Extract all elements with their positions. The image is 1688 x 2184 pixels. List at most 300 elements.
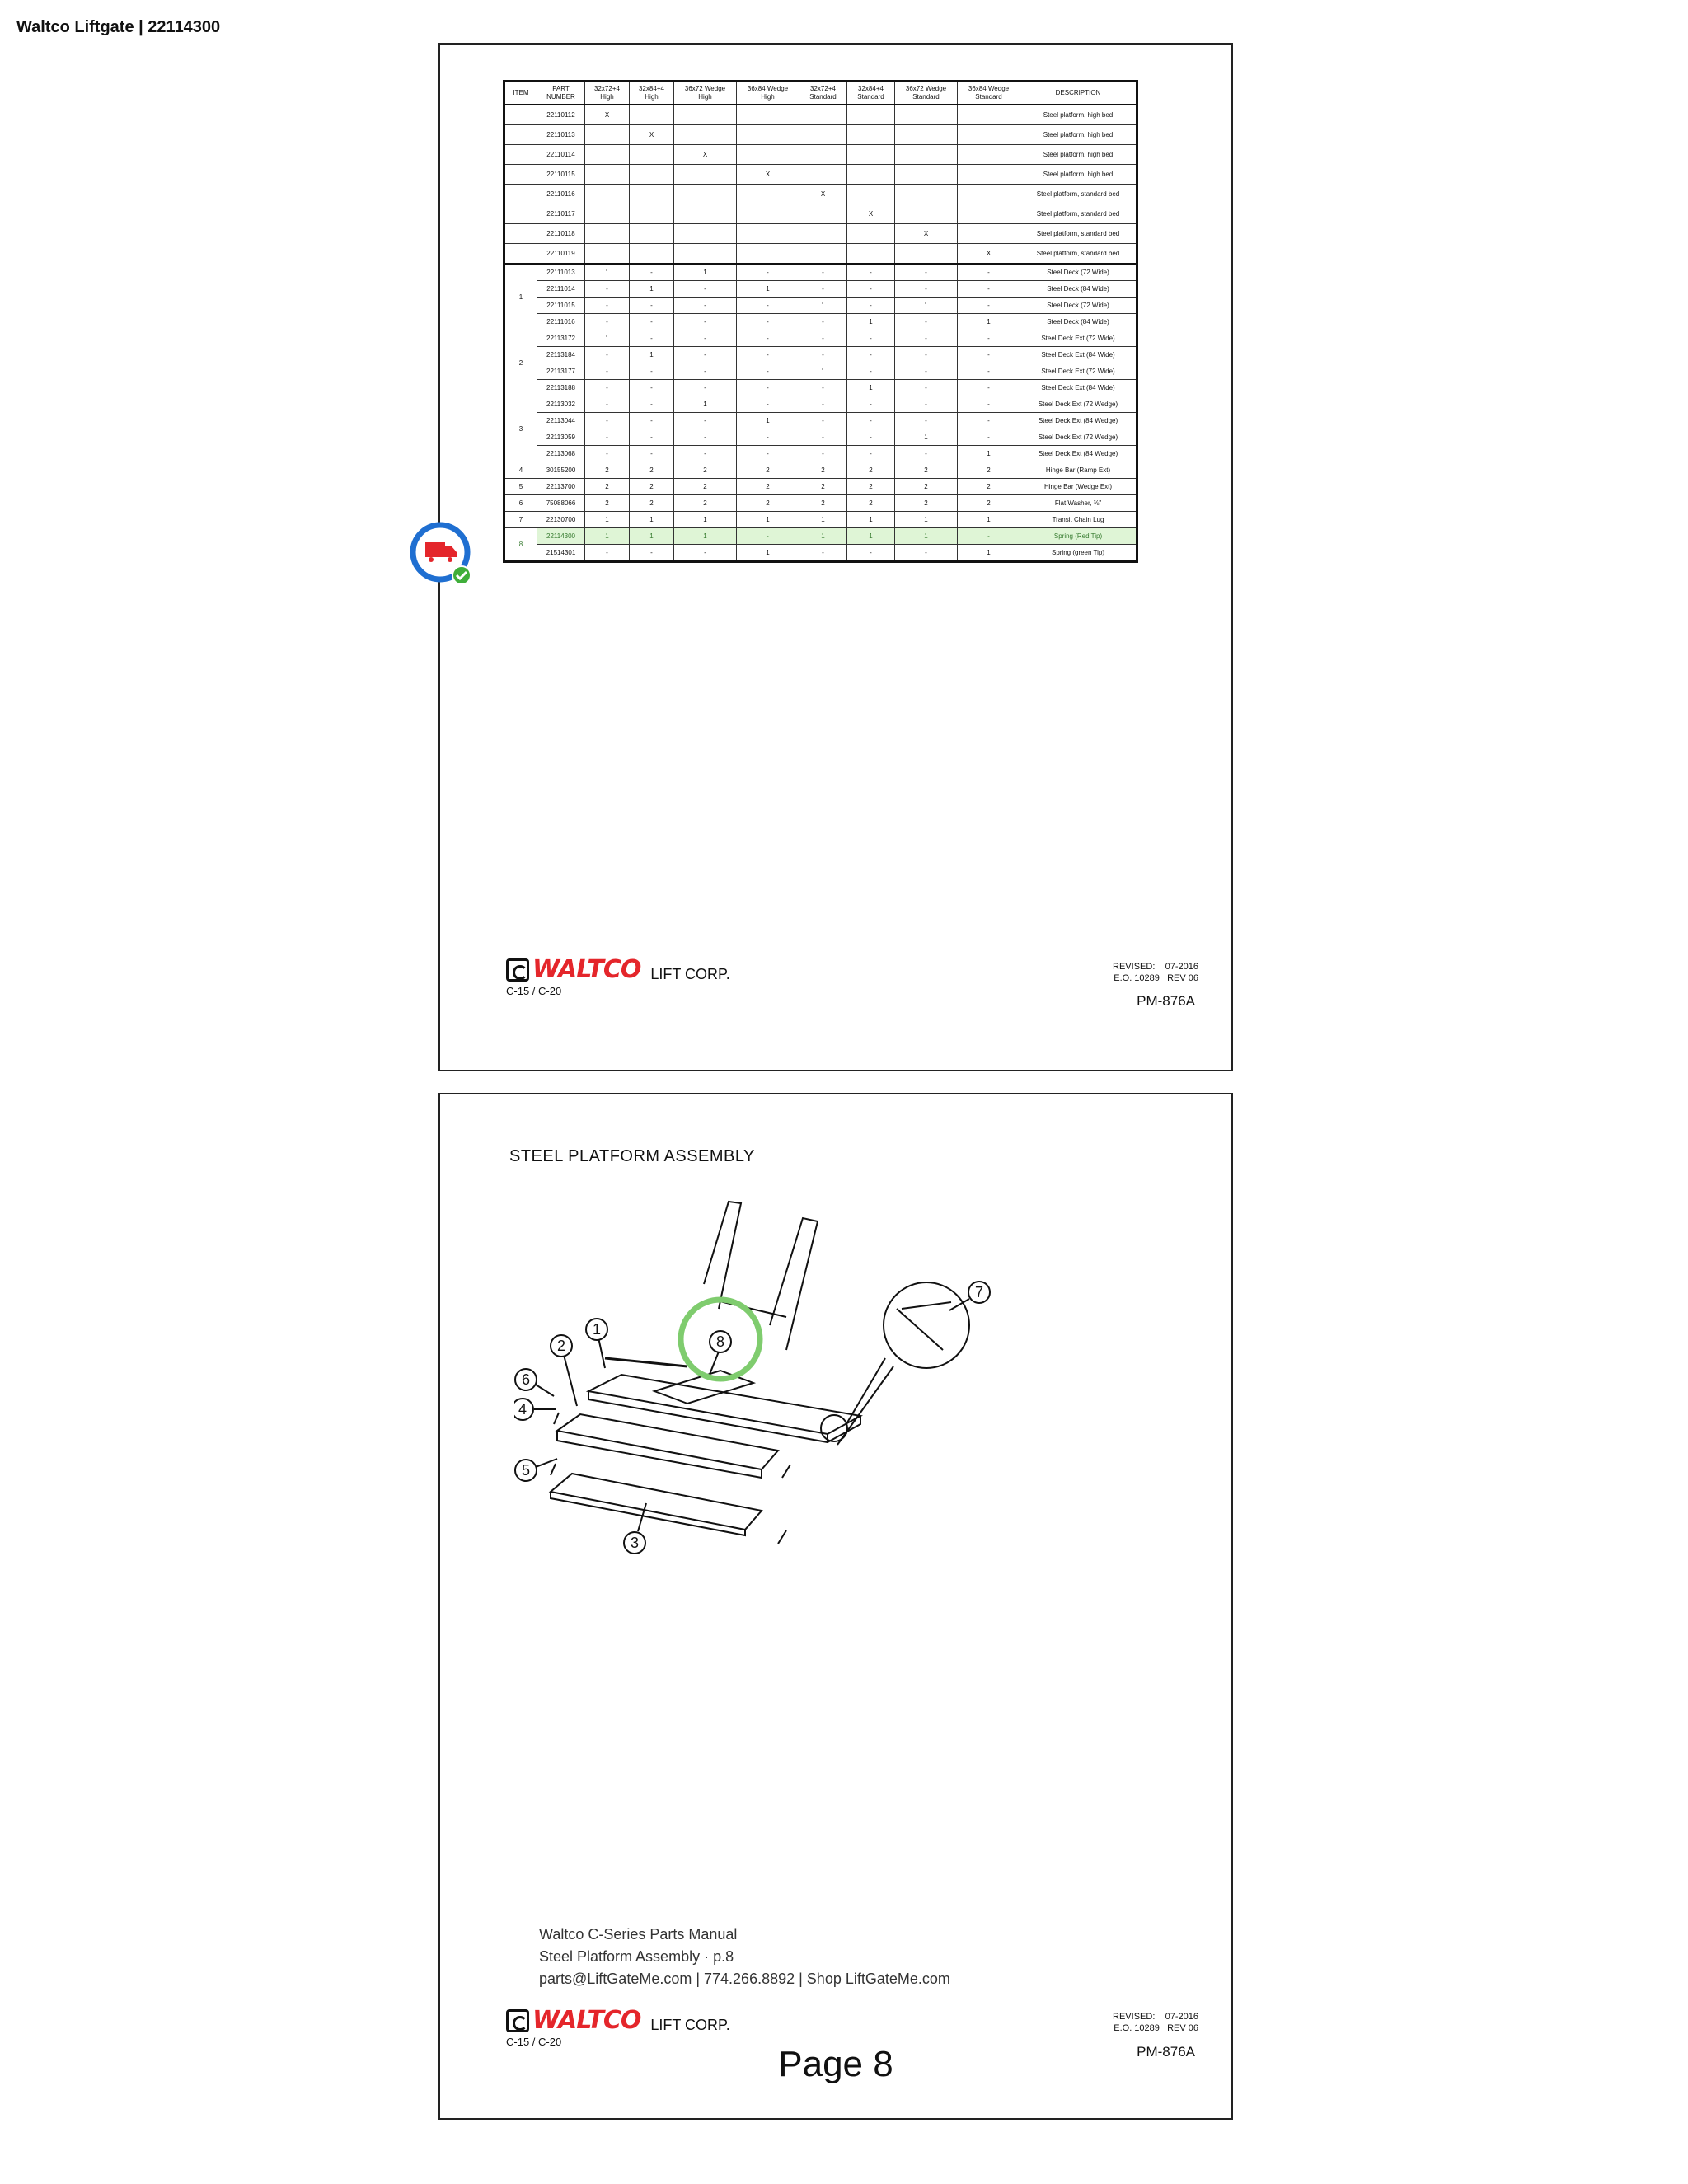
qty-cell: - [737,264,799,281]
svg-text:7: 7 [974,1284,984,1301]
qty-cell: - [674,281,737,298]
qty-cell: - [958,281,1020,298]
rev-number: REV 06 [1167,2023,1198,2033]
info-contact[interactable]: parts@LiftGateMe.com | 774.266.8892 | Shop LiftGateMe.com [539,1971,950,1987]
qty-cell: 1 [895,528,958,545]
qty-cell: - [630,363,674,380]
table-row [504,105,1137,125]
qty-cell: - [847,429,895,446]
qty-cell [895,165,958,185]
item-cell: 8 [504,528,537,562]
qty-cell: - [630,298,674,314]
part-number-cell: 22110119 [537,244,585,265]
qty-cell: 2 [737,479,799,495]
qty-cell: 1 [799,528,847,545]
pm-number: PM-876A [1137,993,1195,1009]
manual-info [539,1924,950,1990]
qty-cell: 2 [958,495,1020,512]
qty-cell: - [585,363,630,380]
column-header: 32x72+4 Standard [799,82,847,105]
qty-cell: - [585,281,630,298]
qty-cell: X [958,244,1020,265]
table-row [504,224,1137,244]
qty-cell: 2 [674,495,737,512]
delivery-truck-badge-icon[interactable] [409,521,475,587]
page-number: Page 8 [778,2044,893,2084]
brand-name: WALTCO [532,2006,641,2035]
table-row [504,512,1137,528]
callout-7[interactable] [968,1282,990,1303]
qty-cell [847,125,895,145]
qty-cell: - [630,446,674,462]
qty-cell: - [674,429,737,446]
qty-cell: 2 [674,462,737,479]
item-cell: 1 [504,264,537,330]
table-row [504,264,1137,281]
waltco-mark-icon [506,958,529,982]
qty-cell: 2 [585,495,630,512]
svg-text:8: 8 [715,1333,725,1350]
table-row [504,125,1137,145]
description-cell: Steel Deck Ext (72 Wide) [1020,363,1137,380]
item-cell [504,105,537,125]
callout-2[interactable] [551,1335,572,1357]
svg-text:2: 2 [556,1338,566,1354]
callout-1[interactable] [586,1319,607,1340]
qty-cell: 1 [958,314,1020,330]
part-number-cell: 22113044 [537,413,585,429]
part-number-cell: 22110118 [537,224,585,244]
qty-cell: 1 [799,512,847,528]
description-cell: Spring (Red Tip) [1020,528,1137,545]
qty-cell: - [799,413,847,429]
qty-cell [674,224,737,244]
part-number-cell: 30155200 [537,462,585,479]
item-cell [504,185,537,204]
description-cell: Hinge Bar (Wedge Ext) [1020,479,1137,495]
qty-cell: X [585,105,630,125]
svg-text:3: 3 [630,1535,640,1551]
qty-cell: - [737,330,799,347]
qty-cell [799,125,847,145]
table-row [504,413,1137,429]
description-cell: Transit Chain Lug [1020,512,1137,528]
qty-cell [895,185,958,204]
item-cell: 5 [504,479,537,495]
qty-cell: 2 [630,479,674,495]
item-cell [504,145,537,165]
qty-cell: 1 [630,528,674,545]
description-cell: Steel Deck Ext (84 Wedge) [1020,446,1137,462]
callout-4[interactable] [514,1399,533,1420]
column-header: 36x84 Wedge High [737,82,799,105]
qty-cell: - [847,446,895,462]
table-row [504,479,1137,495]
part-number-cell: 22113184 [537,347,585,363]
callout-6[interactable] [515,1369,537,1390]
callout-8[interactable] [710,1331,731,1352]
item-cell [504,165,537,185]
table-row [504,281,1137,298]
description-cell: Steel platform, standard bed [1020,244,1137,265]
part-number-cell: 75088066 [537,495,585,512]
table-row [504,363,1137,380]
qty-cell: 2 [847,462,895,479]
qty-cell: - [895,545,958,562]
item-cell [504,204,537,224]
qty-cell: 2 [630,462,674,479]
column-header: 36x84 Wedge Standard [958,82,1020,105]
qty-cell [737,105,799,125]
qty-cell [674,204,737,224]
qty-cell [674,125,737,145]
qty-cell [585,125,630,145]
qty-cell: - [895,380,958,396]
assembly-title: STEEL PLATFORM ASSEMBLY [509,1147,755,1165]
qty-cell [895,125,958,145]
qty-cell [958,204,1020,224]
description-cell: Steel Deck (84 Wide) [1020,281,1137,298]
description-cell: Steel Deck (72 Wide) [1020,264,1137,281]
item-cell [504,125,537,145]
table-row [504,298,1137,314]
callout-3[interactable] [624,1532,645,1554]
qty-cell [737,204,799,224]
description-cell: Steel platform, high bed [1020,125,1137,145]
qty-cell: - [674,347,737,363]
qty-cell: - [630,264,674,281]
qty-cell: 1 [674,528,737,545]
description-cell: Steel platform, standard bed [1020,185,1137,204]
table-header-row [504,82,1137,105]
table-row [504,314,1137,330]
svg-text:6: 6 [521,1371,531,1388]
qty-cell: 2 [847,479,895,495]
table-row [504,185,1137,204]
qty-cell [958,185,1020,204]
part-number-cell: 22113700 [537,479,585,495]
qty-cell: - [799,281,847,298]
qty-cell: - [674,314,737,330]
part-number-cell: 22110112 [537,105,585,125]
qty-cell: 1 [585,528,630,545]
qty-cell [630,145,674,165]
qty-cell [737,244,799,265]
table-row [504,446,1137,462]
part-number-cell: 22110115 [537,165,585,185]
qty-cell: - [674,330,737,347]
item-cell: 6 [504,495,537,512]
description-cell: Steel Deck Ext (72 Wide) [1020,330,1137,347]
qty-cell [895,204,958,224]
description-cell: Steel Deck Ext (84 Wide) [1020,347,1137,363]
qty-cell: - [585,380,630,396]
table-row [504,145,1137,165]
qty-cell: - [630,380,674,396]
qty-cell [630,185,674,204]
svg-text:5: 5 [521,1462,531,1479]
qty-cell: 2 [958,462,1020,479]
qty-cell: - [799,380,847,396]
qty-cell: 2 [799,495,847,512]
qty-cell [585,145,630,165]
qty-cell: - [958,347,1020,363]
qty-cell: 1 [895,298,958,314]
qty-cell [674,244,737,265]
qty-cell [847,224,895,244]
table-row [504,347,1137,363]
part-number-cell: 22110116 [537,185,585,204]
qty-cell: - [847,264,895,281]
brand-corp: LIFT CORP. [650,2017,730,2033]
steel-platform-diagram [514,1193,1108,1556]
qty-cell: 1 [958,512,1020,528]
qty-cell [585,204,630,224]
waltco-logo [506,955,730,984]
item-cell: 2 [504,330,537,396]
item-cell: 3 [504,396,537,462]
document-title: Waltco Liftgate | 22114300 [16,18,221,36]
part-number-cell: 22113188 [537,380,585,396]
revised-label: REVISED: [1113,962,1156,972]
qty-cell: 1 [958,446,1020,462]
qty-cell: X [737,165,799,185]
qty-cell: 1 [630,347,674,363]
description-cell: Spring (green Tip) [1020,545,1137,562]
qty-cell: - [958,298,1020,314]
revision-block [1113,961,1198,984]
part-number-cell: 22110113 [537,125,585,145]
qty-cell: 2 [674,479,737,495]
qty-cell [737,224,799,244]
qty-cell: 1 [737,413,799,429]
qty-cell: - [585,314,630,330]
qty-cell: 2 [799,479,847,495]
qty-cell [674,165,737,185]
qty-cell: - [847,363,895,380]
model-label: C-15 / C-20 [506,985,562,997]
qty-cell: 1 [958,545,1020,562]
qty-cell: - [958,363,1020,380]
table-row [504,545,1137,562]
qty-cell: X [630,125,674,145]
table-row [504,244,1137,265]
revised-date: 07-2016 [1165,2012,1198,2022]
pm-number: PM-876A [1137,2044,1195,2060]
qty-cell: - [674,298,737,314]
parts-table [503,80,1138,563]
qty-cell: 1 [799,298,847,314]
qty-cell: - [737,363,799,380]
qty-cell: - [737,298,799,314]
qty-cell [630,165,674,185]
qty-cell: 1 [674,512,737,528]
qty-cell [630,244,674,265]
column-header: ITEM [504,82,537,105]
qty-cell: - [799,429,847,446]
qty-cell [799,204,847,224]
svg-text:4: 4 [518,1401,528,1418]
qty-cell: 1 [585,330,630,347]
description-cell: Steel Deck Ext (84 Wedge) [1020,413,1137,429]
qty-cell [737,125,799,145]
svg-text:1: 1 [592,1321,602,1338]
qty-cell: - [585,396,630,413]
qty-cell [847,165,895,185]
qty-cell: - [674,545,737,562]
qty-cell: - [847,413,895,429]
qty-cell: - [630,330,674,347]
qty-cell: 2 [895,479,958,495]
qty-cell: - [630,396,674,413]
qty-cell [847,145,895,165]
qty-cell: - [799,330,847,347]
description-cell: Steel platform, high bed [1020,165,1137,185]
part-number-cell: 22110114 [537,145,585,165]
description-cell: Steel Deck Ext (72 Wedge) [1020,429,1137,446]
description-cell: Steel platform, high bed [1020,105,1137,125]
qty-cell: - [895,314,958,330]
part-number-cell: 22111016 [537,314,585,330]
qty-cell: - [630,429,674,446]
qty-cell: X [799,185,847,204]
qty-cell [895,145,958,165]
qty-cell: 1 [674,264,737,281]
qty-cell: 2 [737,495,799,512]
qty-cell [958,145,1020,165]
info-section: Steel Platform Assembly · p.8 [539,1948,734,1965]
column-header: PART NUMBER [537,82,585,105]
qty-cell: X [674,145,737,165]
qty-cell [847,105,895,125]
qty-cell: - [958,330,1020,347]
qty-cell: - [585,298,630,314]
eo-number: E.O. 10289 [1114,2023,1160,2033]
qty-cell: 1 [630,512,674,528]
table-row [504,495,1137,512]
qty-cell [895,105,958,125]
qty-cell: X [895,224,958,244]
qty-cell: - [799,396,847,413]
qty-cell [958,125,1020,145]
qty-cell: - [674,413,737,429]
qty-cell [585,224,630,244]
column-header: 32x72+4 High [585,82,630,105]
qty-cell: - [737,347,799,363]
qty-cell: 2 [958,479,1020,495]
qty-cell: - [585,446,630,462]
table-row [504,380,1137,396]
table-row [504,429,1137,446]
manual-page-assembly [438,1093,1233,2120]
qty-cell: - [847,545,895,562]
description-cell: Steel Deck Ext (84 Wide) [1020,380,1137,396]
qty-cell: 1 [847,314,895,330]
qty-cell: 2 [895,462,958,479]
description-cell: Steel Deck Ext (72 Wedge) [1020,396,1137,413]
table-row [504,165,1137,185]
part-number-cell: 22130700 [537,512,585,528]
part-number-cell: 22110117 [537,204,585,224]
table-row [504,396,1137,413]
column-header: DESCRIPTION [1020,82,1137,105]
revision-block [1113,2011,1198,2034]
qty-cell: - [847,347,895,363]
qty-cell: 2 [737,462,799,479]
part-number-cell: 22113068 [537,446,585,462]
callout-5[interactable] [515,1460,537,1481]
part-number-cell: 22113177 [537,363,585,380]
qty-cell: - [737,396,799,413]
qty-cell: 1 [585,512,630,528]
revised-label: REVISED: [1113,2012,1156,2022]
qty-cell [847,244,895,265]
qty-cell [585,165,630,185]
qty-cell: 1 [737,512,799,528]
qty-cell [630,204,674,224]
eo-number: E.O. 10289 [1114,973,1160,983]
column-header: 32x84+4 High [630,82,674,105]
part-number-cell: 22114300 [537,528,585,545]
qty-cell: 1 [895,512,958,528]
brand-name: WALTCO [532,955,641,984]
qty-cell: 1 [630,281,674,298]
qty-cell [958,165,1020,185]
qty-cell: - [799,446,847,462]
qty-cell: - [958,396,1020,413]
description-cell: Steel Deck (84 Wide) [1020,314,1137,330]
qty-cell: 1 [737,281,799,298]
qty-cell: - [674,380,737,396]
qty-cell [585,185,630,204]
qty-cell: - [799,347,847,363]
qty-cell: - [585,429,630,446]
qty-cell: - [847,298,895,314]
qty-cell: 1 [674,396,737,413]
part-number-cell: 21514301 [537,545,585,562]
qty-cell: 2 [585,479,630,495]
qty-cell: - [958,264,1020,281]
qty-cell: - [737,446,799,462]
qty-cell: - [737,429,799,446]
qty-cell: - [585,347,630,363]
column-header: 36x72 Wedge Standard [895,82,958,105]
qty-cell [958,224,1020,244]
description-cell: Flat Washer, ⅜" [1020,495,1137,512]
item-cell [504,224,537,244]
qty-cell [847,185,895,204]
qty-cell [737,145,799,165]
qty-cell: - [958,380,1020,396]
qty-cell [585,244,630,265]
description-cell: Hinge Bar (Ramp Ext) [1020,462,1137,479]
qty-cell: - [585,545,630,562]
qty-cell: - [847,281,895,298]
qty-cell [674,105,737,125]
qty-cell: - [737,380,799,396]
table-row [504,204,1137,224]
waltco-logo-2 [506,2006,730,2035]
qty-cell: - [674,446,737,462]
rev-number: REV 06 [1167,973,1198,983]
qty-cell: - [958,528,1020,545]
brand-corp: LIFT CORP. [650,966,730,982]
part-number-cell: 22113059 [537,429,585,446]
qty-cell [799,165,847,185]
qty-cell: - [895,281,958,298]
description-cell: Steel platform, high bed [1020,145,1137,165]
qty-cell: - [895,330,958,347]
